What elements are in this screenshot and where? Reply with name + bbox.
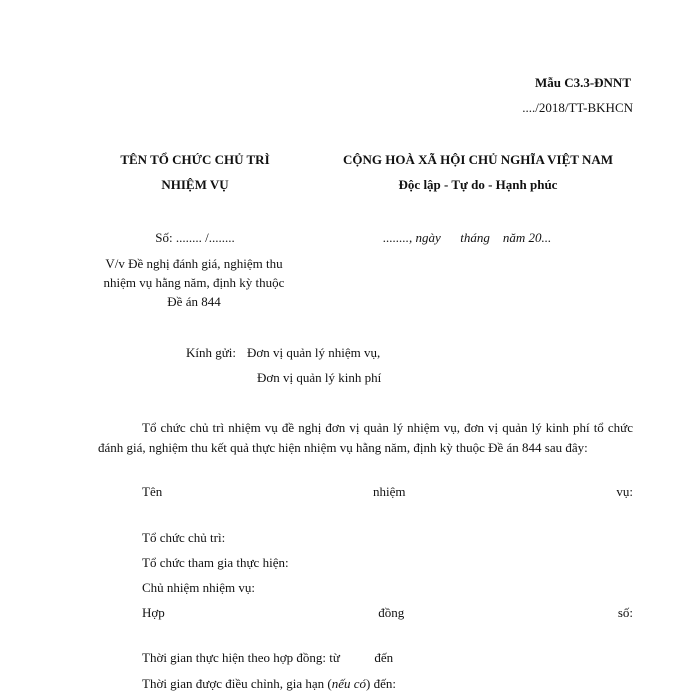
- adjusted-suffix: ) đến:: [366, 676, 397, 691]
- document-number: Số: ........ /........: [155, 230, 235, 245]
- subject-block: [94, 254, 294, 311]
- task-name-word1: Tên: [142, 484, 163, 499]
- form-code: Mẫu C3.3-ĐNNT: [534, 75, 631, 90]
- recipient-line2: Đơn vị quản lý kinh phí: [257, 370, 382, 385]
- request-paragraph: Tổ chức chủ trì nhiệm vụ đề nghị đơn vị quản lý nhiệm vụ, đơn vị quản lý kinh phí tổ chức đánh giá, nghiệm thu kết quả thực hiện nhiệm vụ hằng năm, định kỳ thuộc Đề án 844 sau đây:: [98, 420, 633, 455]
- host-org-field: Tổ chức chủ trì:: [142, 530, 226, 545]
- adjusted-prefix: Thời gian được điều chỉnh, gia hạn (: [142, 676, 332, 691]
- national-title: CỘNG HOÀ XÃ HỘI CHỦ NGHĨA VIỆT NAM: [342, 152, 614, 167]
- period-field: [142, 650, 393, 666]
- contract-word3: số:: [617, 605, 633, 620]
- subject-line2: nhiệm vụ hằng năm, định kỳ thuộc: [103, 275, 285, 290]
- task-name-field: [142, 484, 633, 500]
- recipient-label: Kính gửi:: [186, 345, 237, 360]
- subject-line1: V/v Đề nghị đánh giá, nghiệm thu: [105, 256, 283, 271]
- contract-word1: Hợp: [142, 605, 165, 620]
- circular-reference: ..../2018/TT-BKHCN: [522, 100, 633, 115]
- subject-line3: Đề án 844: [167, 294, 221, 309]
- national-motto: Độc lập - Tự do - Hạnh phúc: [398, 177, 558, 192]
- org-name-line2: NHIỆM VỤ: [161, 177, 229, 192]
- recipient-line1: Đơn vị quản lý nhiệm vụ,: [247, 345, 381, 360]
- date-line: ........, ngày tháng năm 20...: [383, 230, 552, 245]
- task-leader-field: Chủ nhiệm nhiệm vụ:: [142, 580, 256, 595]
- task-name-word2: nhiệm: [373, 484, 406, 499]
- period-label: Thời gian thực hiện theo hợp đồng: từ: [142, 650, 340, 665]
- contract-number-field: [142, 605, 633, 621]
- org-name-line1: TÊN TỔ CHỨC CHỦ TRÌ: [120, 152, 270, 167]
- adjusted-italic: nếu có: [331, 676, 367, 691]
- participating-org-field: Tổ chức tham gia thực hiện:: [142, 555, 289, 570]
- adjusted-period-field: [142, 676, 396, 692]
- period-to: đến: [374, 650, 394, 665]
- task-name-word3: vụ:: [616, 484, 633, 499]
- contract-word2: đồng: [378, 605, 405, 620]
